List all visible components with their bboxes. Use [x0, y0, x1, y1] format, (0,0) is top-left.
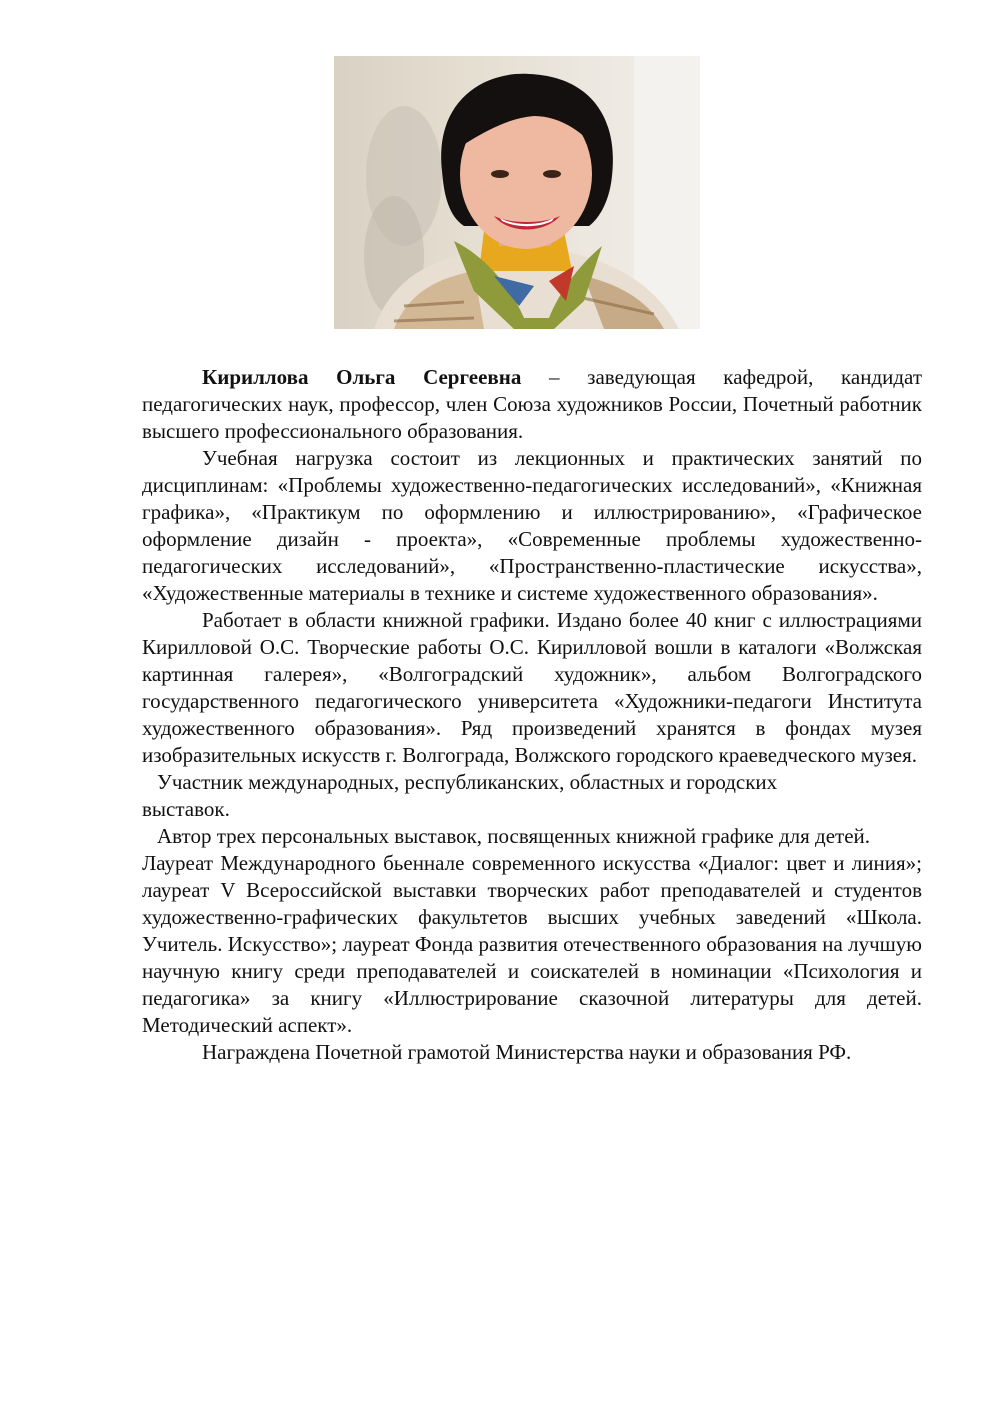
teaching-paragraph: Учебная нагрузка состоит из лекционных и практических занятий по дисциплинам: «Проблемы художественно-педагогических исследований», «Книжная графика», «Практикум по оформлению и иллюстрированию», «Графическое оформление дизайн - проекта», «Современные проблемы художественно-педагогических исследований», «Пространственно-пластические искусства», «Художественные материалы в технике и системе художественного образования». [142, 446, 922, 605]
portrait-photo [334, 56, 700, 329]
portrait-photo-icon [334, 56, 700, 329]
awards-paragraph: Лауреат Международного бьеннале современного искусства «Диалог: цвет и линия»; лауреат V Всероссийской выставки творческих работ преподавателей и студентов художественно-графических факультетов высших учебных заведений «Школа. Учитель. Искусство»; лауреат Фонда развития отечественного образования на лучшую научную книгу среди преподавателей и соискателей в номинации «Психология и педагогика» за книгу «Иллюстрирование сказочной литературы для детей. Методический аспект». [142, 851, 922, 1037]
person-name: Кириллова Ольга Сергеевна [202, 365, 522, 389]
biography-text [142, 364, 922, 1066]
exhibitions-paragraph: Участник международных, республиканских, областных и городских выставок. [142, 770, 778, 821]
work-paragraph: Работает в области книжной графики. Издано более 40 книг с иллюстрациями Кирилловой О.С. Творческие работы О.С. Кирилловой вошли в каталоги «Волжская картинная галерея», «Волгоградский художник», альбом Волгоградского государственного педагогического университета «Художники-педагоги Института художественного образования». Ряд произведений хранятся в фондах музея изобразительных искусств г. Волгограда, Волжского городского краеведческого музея. [142, 608, 922, 767]
honors-paragraph: Награждена Почетной грамотой Министерства науки и образования РФ. [202, 1040, 852, 1064]
personal-exhibitions-paragraph: Автор трех персональных выставок, посвященных книжной графике для детей. [157, 824, 871, 848]
intro-paragraph [142, 364, 922, 445]
intro-text: – заведующая кафедрой, кандидат педагогических наук, профессор, член Союза художников России, Почетный работник высшего профессионального образования. [142, 365, 923, 443]
